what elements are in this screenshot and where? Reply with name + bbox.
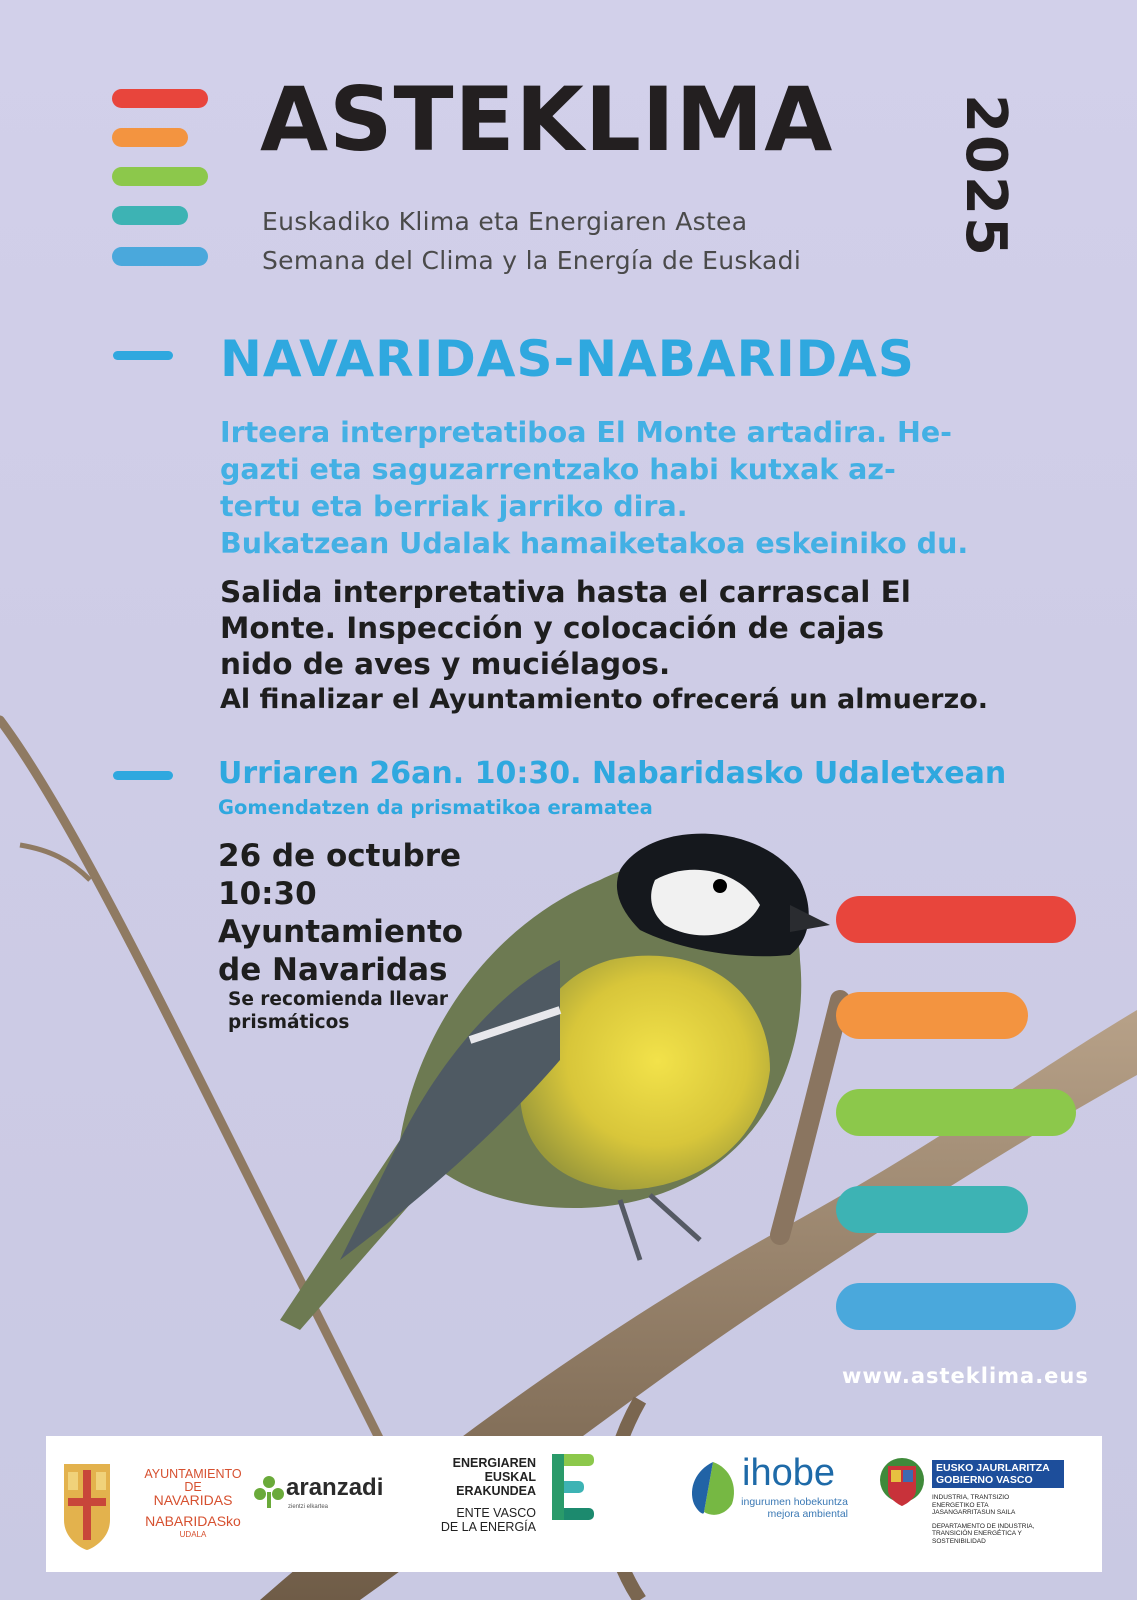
subtitle-es: Semana del Clima y la Energía de Euskadi — [262, 246, 802, 275]
aranzadi-logo: aranzadi — [286, 1474, 384, 1501]
eve-logo — [406, 1456, 536, 1534]
aranzadi-sub: zientzi elkartea — [288, 1504, 329, 1510]
date-es-line: 10:30 — [218, 876, 317, 912]
stripe-teal — [836, 1186, 1028, 1233]
recommendation-es — [228, 988, 528, 1034]
gv-dept-line: SOSTENIBILIDAD — [932, 1537, 986, 1545]
event-place: NAVARIDAS-NABARIDAS — [220, 330, 915, 388]
gv-banner-line: GOBIERNO VASCO — [936, 1474, 1033, 1486]
ayuntamiento-logo — [140, 1468, 246, 1541]
gv-banner-line: EUSKO JAURLARITZA — [936, 1462, 1050, 1474]
gv-dept-line: JASANGARRITASUN SAILA — [932, 1509, 1016, 1516]
description-es — [220, 574, 1080, 718]
aranzadi-leaf-icon — [252, 1474, 286, 1508]
date-eu: Urriaren 26an. 10:30. Nabaridasko Udaletxean — [218, 756, 1007, 791]
stripe-green — [836, 1089, 1076, 1136]
dash-place — [113, 351, 173, 360]
ihobe-sub-line: mejora ambiental — [767, 1508, 848, 1520]
gobierno-vasco-shield-icon — [874, 1456, 930, 1508]
coat-of-arms-icon — [64, 1464, 110, 1550]
recommendation-es-line: Se recomienda llevar — [228, 989, 449, 1010]
description-eu — [220, 414, 1080, 562]
date-es-line: de Navaridas — [218, 952, 448, 988]
gobierno-vasco-logo — [932, 1460, 1064, 1545]
description-eu-line: Irteera interpretatiboa El Monte artadira. He- — [220, 416, 953, 449]
date-es-line: 26 de octubre — [218, 838, 462, 874]
ayto-line: AYUNTAMIENTO DE — [144, 1467, 242, 1494]
stripe-teal — [112, 206, 188, 225]
stripe-red — [836, 896, 1076, 943]
gv-dept-line: INDUSTRIA, TRANTSIZIO — [932, 1494, 1010, 1501]
eve-line: ENERGIAREN — [452, 1456, 536, 1470]
ayto-line: NAVARIDAS — [153, 1492, 233, 1508]
gv-dept-line: TRANSICIÓN ENERGÉTICA Y — [932, 1530, 1022, 1537]
description-eu-line: gazti eta saguzarrentzako habi kutxak az- — [220, 453, 896, 486]
description-es-line: nido de aves y muciélagos. — [220, 647, 671, 681]
ayto-line: UDALA — [179, 1530, 207, 1539]
gv-banner — [932, 1460, 1064, 1488]
description-eu-line: Bukatzean Udalak hamaiketakoa eskeiniko du. — [220, 527, 969, 560]
gv-dept-line: DEPARTAMENTO DE INDUSTRIA, — [932, 1522, 1035, 1530]
ihobe-leaf-icon — [686, 1460, 740, 1518]
gv-dept-line: ENERGETIKO ETA — [932, 1501, 989, 1509]
eve-e-logo — [552, 1454, 594, 1520]
description-es-line: Monte. Inspección y colocación de cajas — [220, 611, 885, 645]
sponsor-footer — [46, 1436, 1102, 1572]
dash-date — [113, 771, 173, 780]
gv-dept-eu — [932, 1494, 1064, 1517]
gv-dept-es — [932, 1523, 1064, 1546]
stripe-orange — [112, 128, 188, 147]
ayto-line: NABARIDASko — [145, 1513, 241, 1529]
description-es-line: Al finalizar el Ayuntamiento ofrecerá un almuerzo. — [220, 684, 989, 715]
stripe-green — [112, 167, 208, 186]
website-link[interactable]: www.asteklima.eus — [842, 1364, 1089, 1388]
description-eu-line: tertu eta berriak jarriko dira. — [220, 490, 688, 523]
stripe-blue — [836, 1283, 1076, 1330]
subtitle-eu: Euskadiko Klima eta Energiaren Astea — [262, 207, 748, 236]
eve-line: EUSKAL ERAKUNDEA — [456, 1470, 536, 1498]
date-es — [218, 837, 548, 989]
ihobe-sub — [736, 1496, 848, 1520]
eve-line: DE LA ENERGÍA — [440, 1520, 536, 1534]
date-es-line: Ayuntamiento — [218, 914, 464, 950]
stripe-orange — [836, 992, 1028, 1039]
ihobe-logo: ihobe — [742, 1452, 835, 1494]
stripe-red — [112, 89, 208, 108]
ihobe-sub-line: ingurumen hobekuntza — [741, 1496, 848, 1508]
page-title: ASTEKLIMA — [260, 68, 834, 171]
eve-line: ENTE VASCO — [456, 1506, 536, 1520]
year-label: 2025 — [953, 94, 1018, 258]
description-es-line: Salida interpretativa hasta el carrascal El — [220, 575, 911, 609]
stripe-blue — [112, 247, 208, 266]
recommendation-eu: Gomendatzen da prismatikoa eramatea — [218, 796, 653, 819]
recommendation-es-line: prismáticos — [228, 1012, 350, 1033]
